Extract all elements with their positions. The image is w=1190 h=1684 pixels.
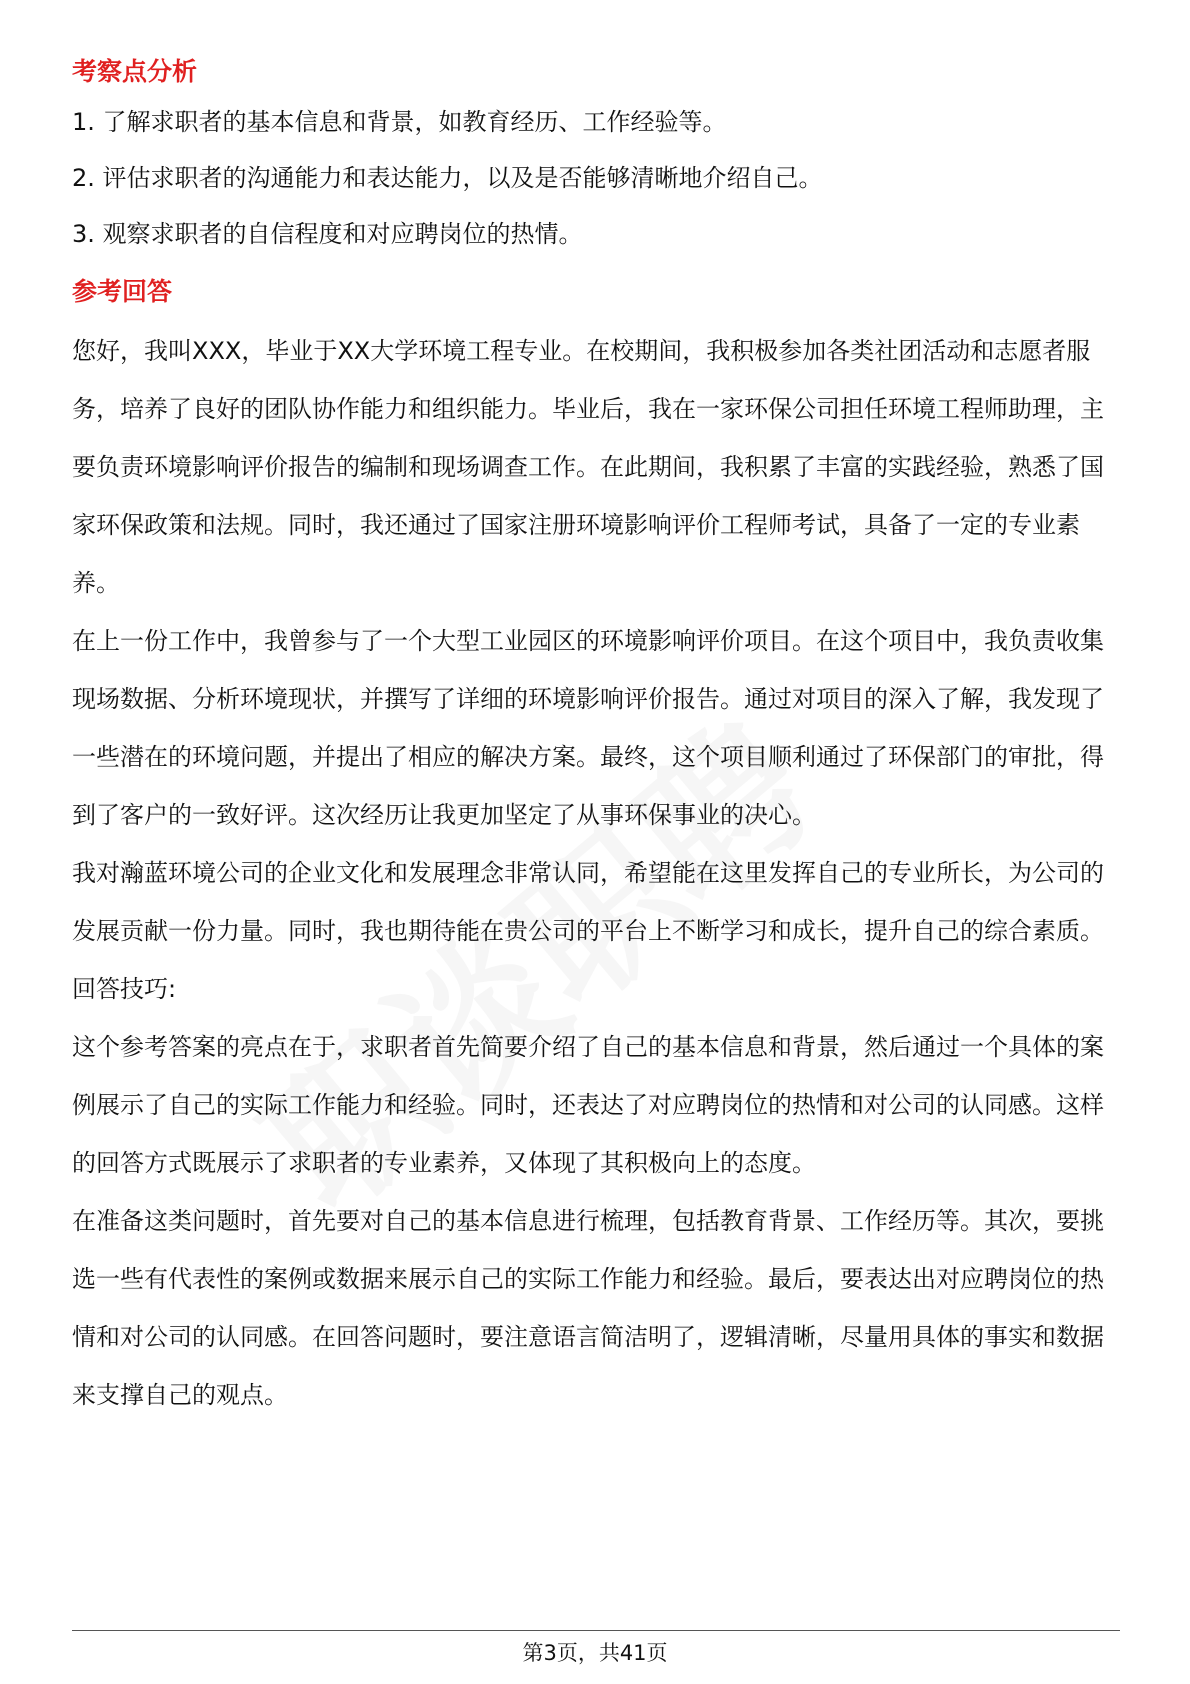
- answer-paragraph-1: 您好，我叫XXX，毕业于XX大学环境工程专业。在校期间，我积极参加各类社团活动和志愿者服务，培养了良好的团队协作能力和组织能力。毕业后，我在一家环保公司担任环境工程师助理，主要负责环境影响评价报告的编制和现场调查工作。在此期间，我积累了丰富的实践经验，熟悉了国家环保政策和法规。同时，我还通过了国家注册环境影响评价工程师考试，具备了一定的专业素养。: [72, 337, 1104, 597]
- analysis-item-2: 2. 评估求职者的沟通能力和表达能力，以及是否能够清晰地介绍自己。: [72, 164, 823, 192]
- tips-paragraph-1: 这个参考答案的亮点在于，求职者首先简要介绍了自己的基本信息和背景，然后通过一个具体的案例展示了自己的实际工作能力和经验。同时，还表达了对应聘岗位的热情和对公司的认同感。这样的回答方式既展示了求职者的专业素养，又体现了其积极向上的态度。: [72, 1033, 1104, 1177]
- analysis-item-3: 3. 观察求职者的自信程度和对应聘岗位的热情。: [72, 220, 583, 248]
- tips-label: 回答技巧:: [72, 975, 177, 1003]
- answer-paragraph-3: 我对瀚蓝环境公司的企业文化和发展理念非常认同，希望能在这里发挥自己的专业所长，为公司的发展贡献一份力量。同时，我也期待能在贵公司的平台上不断学习和成长，提升自己的综合素质。: [72, 859, 1104, 945]
- page-content: [72, 44, 1122, 1424]
- section-heading-analysis: 考察点分析: [72, 57, 198, 86]
- section-heading-reference-answer: 参考回答: [72, 277, 173, 306]
- answer-paragraph-2: 在上一份工作中，我曾参与了一个大型工业园区的环境影响评价项目。在这个项目中，我负责收集现场数据、分析环境现状，并撰写了详细的环境影响评价报告。通过对项目的深入了解，我发现了一些潜在的环境问题，并提出了相应的解决方案。最终，这个项目顺利通过了环保部门的审批，得到了客户的一致好评。这次经历让我更加坚定了从事环保事业的决心。: [72, 627, 1104, 829]
- tips-paragraph-2: 在准备这类问题时，首先要对自己的基本信息进行梳理，包括教育背景、工作经历等。其次，要挑选一些有代表性的案例或数据来展示自己的实际工作能力和经验。最后，要表达出对应聘岗位的热情和对公司的认同感。在回答问题时，要注意语言简洁明了，逻辑清晰，尽量用具体的事实和数据来支撑自己的观点。: [72, 1207, 1104, 1409]
- page-number: 第3页，共41页: [522, 1641, 668, 1665]
- analysis-item-1: 1. 了解求职者的基本信息和背景，如教育经历、工作经验等。: [72, 108, 727, 136]
- footer-divider: [72, 1630, 1120, 1631]
